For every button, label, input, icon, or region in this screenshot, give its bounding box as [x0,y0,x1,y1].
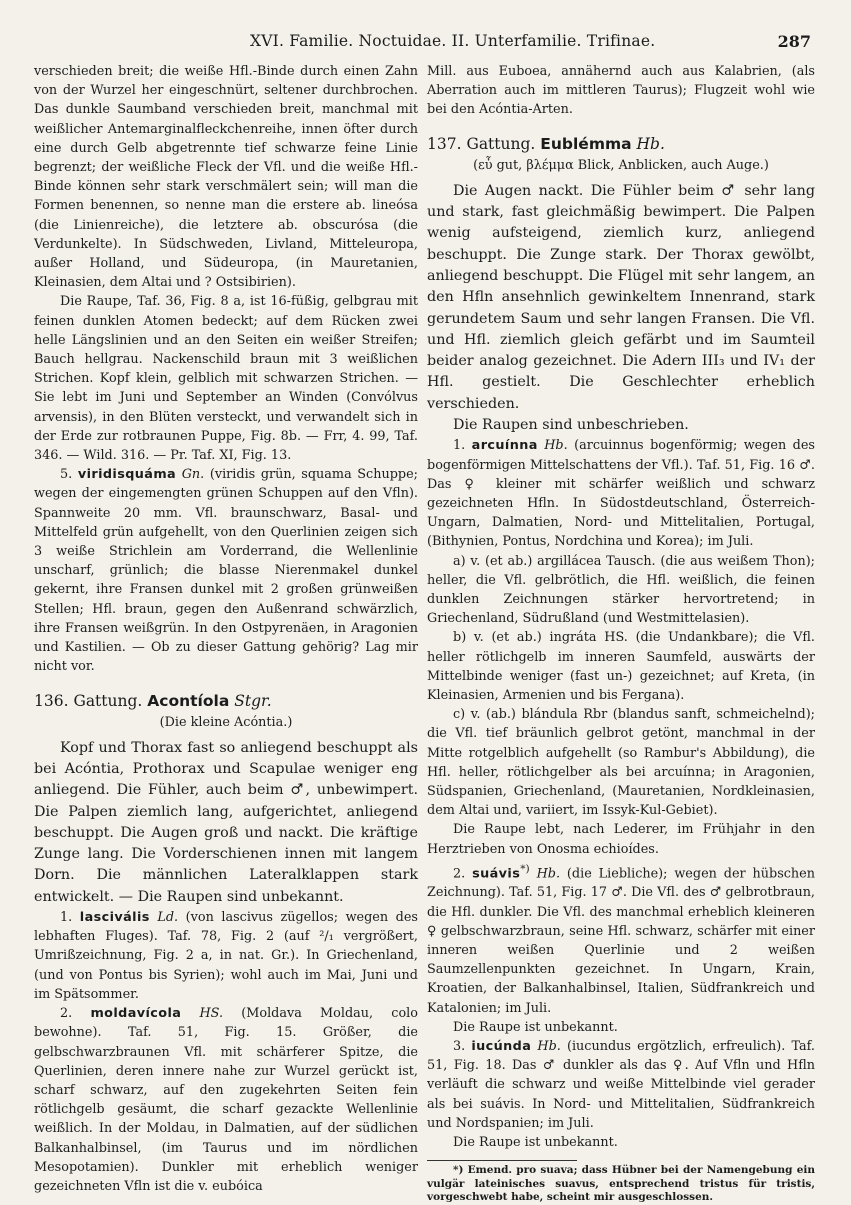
raupe-note-3: Die Raupe ist unbekannt. [453,1134,618,1150]
continued-paragraph: verschieden breit; die weiße Hfl.-Binde durch einen Zahn von der Wurzel her eingeschnürt, seltener durchbrochen. Das dunkle Saumband verschieden breit, manchmal mit weißlicher Antemarginalfleckchenreihe, innen öfter durch eine durch Gelb abgetrennte tief schwarze feine Linie begrenzt; der weißliche Fleck der Vfl. und die weiße Hfl.-Binde können sehr stark verschmälert sein; will man die Formen benennen, so nenne man die erstere ab. lineósa (die Linienreiche), die letztere ab. obscurósa (die Verdunkelte). In Südschweden, Livland, Mitteleuropa, außer Holland, und Südeuropa, (in Mauretanien, Kleinasien, dem Altai und ? Ostsibirien). [34,64,418,291]
page-number: 287 [777,32,811,51]
species-number: 1. [60,910,73,926]
species-1-entry [34,908,418,1004]
species-name: viridisquáma [77,467,177,483]
species-author: HS. [199,1006,224,1022]
footnote-marker: *) [520,861,530,875]
species-2-entry [427,859,815,1018]
genus-137-description: Die Augen nackt. Die Fühler beim ♂ sehr lang und stark, fast gleichmäßig bewimpert. Die Palpen wenig aufsteigend, ziemlich kurz, anliegend beschuppt. Die Zunge stark. Der Thorax gewölbt, anliegend beschuppt. Die Flügel mit sehr langem, an den Hfln ansehnlich gewinkeltem Innenrand, stark gerundetem Saum und sehr langen Fransen. Die Vfl. und Hfl. ziemlich gleich gefärbt und im Saumteil beider analog gezeichnet. Die Adern III₃ und IV₁ der Hfl. gestielt. Die Geschlechter erheblich verschieden. [427,182,815,412]
genus-name: Eublémma [540,134,632,153]
footnote: *) Emend. pro suava; dass Hübner bei der Namengebung ein vulgär lateinisches suavus, entsprechend tristus für tristis, vorgeschwebt habe, scheint mir ausgeschlossen. [427,1164,815,1204]
species-author: Hb. [536,866,561,882]
species-text: (von lascivus zügellos; wegen des lebhaften Fluges). Taf. 78, Fig. 2 (auf ²/₁ vergrößert, Umrißzeichnung, Fig. 2 a, in nat. Gr.). In Griechenland, (und von Pontus bis Syrien); wohl auch im Mai, Juni und im Spätsommer. [34,910,418,1002]
footnote-rule [427,1160,577,1161]
genus-136-heading [34,689,418,713]
left-column [34,62,418,1196]
raupen-note: Die Raupen sind unbeschrieben. [453,417,689,434]
species-number: 2. [60,1006,73,1022]
raupe-note-2: Die Raupe ist unbekannt. [453,1019,618,1035]
running-title: XVI. Familie. Noctuidae. II. Unterfamilie. Trifinae. [250,32,656,50]
variety-b: b) v. (et ab.) ingráta HS. (die Undankbare); die Vfl. heller rötlichgelb im inneren Saumfeld, auswärts der Mittelbinde weniger (fast un-) gezeichnet; auf Kreta, (in Kleinasien, Armenien und bis Fergana). [427,630,815,704]
species-3-entry [427,1037,815,1133]
species-text: (viridis grün, squama Schuppe; wegen der eingemengten grünen Schuppen auf den Vfln). Spannweite 20 mm. Vfl. braunschwarz, Basal- und Mittelfeld grün aufgehellt, von den Querlinien zeigen sich 3 weiße Strichlein am Vorderrand, die Wellenlinie unscharf, grünlich; die blasse Nierenmakel dunkel gekernt, ihre Fransen dunkel mit 2 großen grünweißen Stellen; Hfl. braun, gegen den Außenrand schwärzlich, ihre Fransen weißgrün. In den Ostpyrenäen, in Aragonien und Kastilien. — Ob zu dieser Gattung gehörig? Lag mir nicht vor. [34,467,418,675]
variety-c: c) v. (ab.) blándula Rbr (blandus sanft, schmeichelnd); die Vfl. tief bräunlich gelbrot getönt, manchmal in der Mitte rotgelblich aufgehellt (so Rambur's Abbildung), die Hfl. heller, rötlichgelber als bei arcuínna; in Aragonien, Südspanien, Griechenland, (Mauretanien, Nordkleinasien, dem Altai und, variiert, im Issyk-Kul-Gebiet). [427,707,815,819]
genus-137-heading [427,132,815,156]
species-author: Hb. [537,1038,561,1054]
species-number: 2. [453,866,466,882]
genus-136-subtitle: (Die kleine Acóntia.) [159,714,293,730]
species-name: suávis [472,866,521,882]
species-name: arcuínna [471,438,538,454]
species-5-entry [34,465,418,676]
species-number: 5. [60,467,73,483]
genus-name: Acontíola [147,691,230,710]
genus-number: 136. Gattung. [34,691,143,710]
species-name: iucúnda [471,1038,532,1054]
raupe-paragraph: Die Raupe, Taf. 36, Fig. 8 a, ist 16-füßig, gelbgrau mit feinen dunklen Atomen bedeckt; auf dem Rücken zwei helle Längslinien und an den Seiten ein weißer Streifen; Bauch hellgrau. Nackenschild braun mit 3 weißlichen Strichen. Kopf klein, gelblich mit schwarzen Strichen. — Sie lebt im Juni und September an Winden (Convólvus arvensis), in den Blüten versteckt, und verwandelt sich in der Erde zur rotbraunen Puppe, Fig. 8b. — Frr, 4. 99, Taf. 346. — Wild. 316. — Pr. Taf. XI, Fig. 13. [34,294,418,464]
right-column [427,62,815,1205]
species-number: 1. [453,438,466,454]
genus-number: 137. Gattung. [427,134,536,153]
species-number: 3. [453,1038,466,1054]
species-text: (die Liebliche); wegen der hübschen Zeichnung). Taf. 51, Fig. 17 ♂. Die Vfl. des ♂ gelbrotbraun, die Hfl. dunkler. Die Vfl. des manchmal erheblich kleineren ♀ gelbschwarzbraun, seine Hfl. schwarz, schärfer mit einer inneren weißen Querlinie und 2 weißen Saumzellenpunkten gezeichnet. In Ungarn, Krain, Kroatien, der Balkanhalbinsel, Italien, Südfrankreich und Katalonien; im Juli. [427,866,815,1016]
species-author: Ld. [157,910,179,926]
continued-text: Mill. aus Euboea, annähernd auch aus Kalabrien, (als Aberration auch im mittleren Taurus); Flugzeit wohl wie bei den Acóntia-Arten. [427,64,815,118]
species-text: (iucundus ergötzlich, erfreulich). Taf. 51, Fig. 18. Das ♂ dunkler als das ♀. Auf Vfln und Hfln verläuft die schwarz und weiße Mittelbinde viel gerader als bei suávis. In Nord- und Mittelitalien, Südfrankreich und Nordspanien; im Juli. [427,1038,815,1131]
species-2-entry [34,1004,418,1196]
genus-author: Hb. [636,134,665,153]
raupe-note-1: Die Raupe lebt, nach Lederer, im Frühjahr in den Herztrieben von Onosma echioídes. [427,822,815,857]
species-author: Gn. [181,467,205,483]
page-header [0,30,851,56]
species-text: (arcuinnus bogenförmig; wegen des bogenförmigen Mittelschattens der Vfl.). Taf. 51, Fig. 16 ♂. Das ♀ kleiner mit schärfer weißlich und schwarz gezeichneten Hfln. In Südostdeutschland, Österreich-Ungarn, Dalmatien, Nord- und Mittelitalien, Portugal, (Bithynien, Pontus, Nordchina und Korea); im Juli. [427,438,816,550]
genus-136-description: Kopf und Thorax fast so anliegend beschuppt als bei Acóntia, Prothorax und Scapulae weniger eng anliegend. Die Fühler, auch beim ♂, unbewimpert. Die Palpen ziemlich lang, aufgerichtet, anliegend beschuppt. Die Augen groß und nackt. Die kräftige Zunge lang. Die Vorderschienen innen mit langem Dorn. Die männlichen Lateralklappen stark entwickelt. — Die Raupen sind unbekannt. [34,739,418,905]
species-1-entry [427,436,815,551]
species-text: (Moldava Moldau, colo bewohne). Taf. 51, Fig. 15. Größer, die gelbschwarzbraunen Vfl. mit schärferer Spitze, die Querlinien, deren innere nahe zur Wurzel gerückt ist, scharf schwarz, auf den zugekehrten Seiten fein rötlichgelb gesäumt, die scharf gezackte Wellenlinie weißlich. In der Moldau, in Dalmatien, auf der südlichen Balkanhalbinsel, (im Taurus und im nördlichen Mesopotamien). Dunkler mit erheblich weniger gezeichneten Vfln ist die v. eubóica [34,1006,418,1194]
species-author: Hb. [544,438,568,454]
species-name: lascivális [79,910,150,926]
species-name: moldavícola [90,1006,182,1022]
genus-137-subtitle: (εὖ gut, βλέμμα Blick, Anblicken, auch Auge.) [473,157,769,173]
variety-a: a) v. (et ab.) argillácea Tausch. (die aus weißem Thon); heller, die Vfl. gelbrötlich, die Hfl. weißlich, die feinen dunklen Zeichnungen stärker hervortretend; in Griechenland, Südrußland (und Westmittelasien). [427,553,815,627]
genus-author: Stgr. [234,691,272,710]
